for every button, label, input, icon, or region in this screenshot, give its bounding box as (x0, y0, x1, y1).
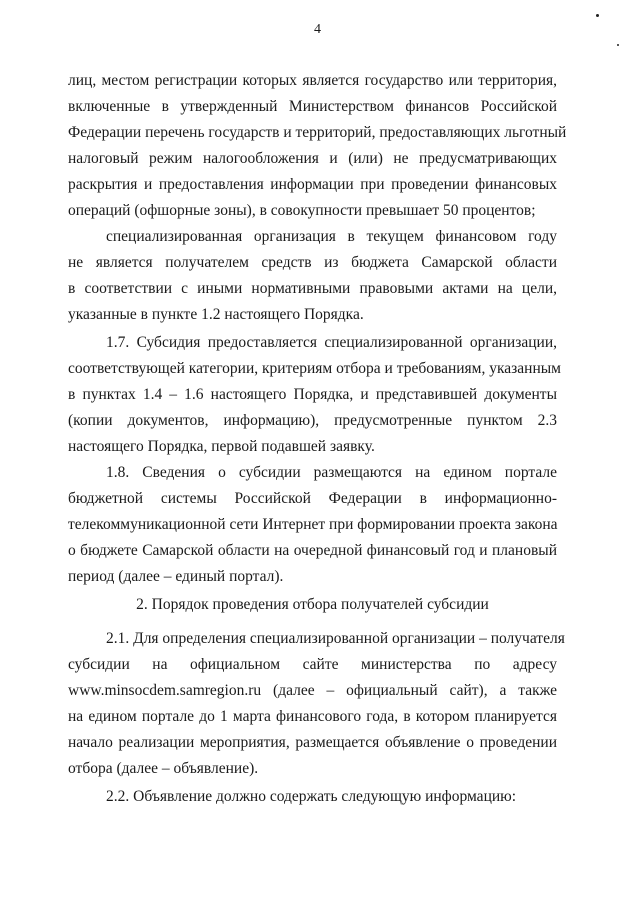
text-line: о бюджете Самарской области на очередной финансовый год и плановый (68, 542, 557, 559)
text-line: в пунктах 1.4 – 1.6 настоящего Порядка, и представившей документы (68, 386, 557, 403)
scan-speck (596, 14, 599, 17)
section-heading: 2. Порядок проведения отбора получателей субсидии (136, 596, 489, 613)
text-line: период (далее – единый портал). (68, 568, 284, 585)
text-line: указанные в пункте 1.2 настоящего Порядка. (68, 306, 364, 323)
text-line: 1.7. Субсидия предоставляется специализированной организации, (106, 334, 557, 351)
text-line: соответствующей категории, критериям отбора и требованиям, указанным (68, 360, 561, 377)
text-line: специализированная организация в текущем финансовом году (106, 228, 557, 245)
text-line: телекоммуникационной сети Интернет при формировании проекта закона (68, 516, 558, 533)
text-line: 2.2. Объявление должно содержать следующую информацию: (106, 788, 517, 805)
text-line: 2.1. Для определения специализированной организации – получателя (106, 630, 565, 647)
text-line: www.minsocdem.samregion.ru (далее – официальный сайт), а также (68, 682, 557, 699)
text-line: раскрытия и предоставления информации при проведении финансовых (68, 176, 557, 193)
text-line: субсидии на официальном сайте министерства по адресу (68, 656, 557, 673)
text-line: на едином портале до 1 марта финансового года, в котором планируется (68, 708, 557, 725)
text-line: не является получателем средств из бюджета Самарской области (68, 254, 557, 271)
text-line: настоящего Порядка, первой подавшей заявку. (68, 438, 375, 455)
text-line: Федерации перечень государств и территорий, предоставляющих льготный (68, 124, 567, 141)
text-line: включенные в утвержденный Министерством финансов Российской (68, 98, 557, 115)
scan-speck (617, 44, 619, 46)
text-line: операций (офшорные зоны), в совокупности превышает 50 процентов; (68, 202, 536, 219)
text-line: 1.8. Сведения о субсидии размещаются на едином портале (106, 464, 557, 481)
text-line: бюджетной системы Российской Федерации в информационно- (68, 490, 557, 507)
text-line: налоговый режим налогообложения и (или) не предусматривающих (68, 150, 557, 167)
text-line: отбора (далее – объявление). (68, 760, 259, 777)
text-line: лиц, местом регистрации которых является государство или территория, (68, 72, 557, 89)
text-line: в соответствии с иными нормативными правовыми актами на цели, (68, 280, 557, 297)
text-line: начало реализации мероприятия, размещается объявление о проведении (68, 734, 557, 751)
text-line: (копии документов, информацию), предусмотренные пунктом 2.3 (68, 412, 557, 429)
page-number: 4 (314, 22, 321, 37)
